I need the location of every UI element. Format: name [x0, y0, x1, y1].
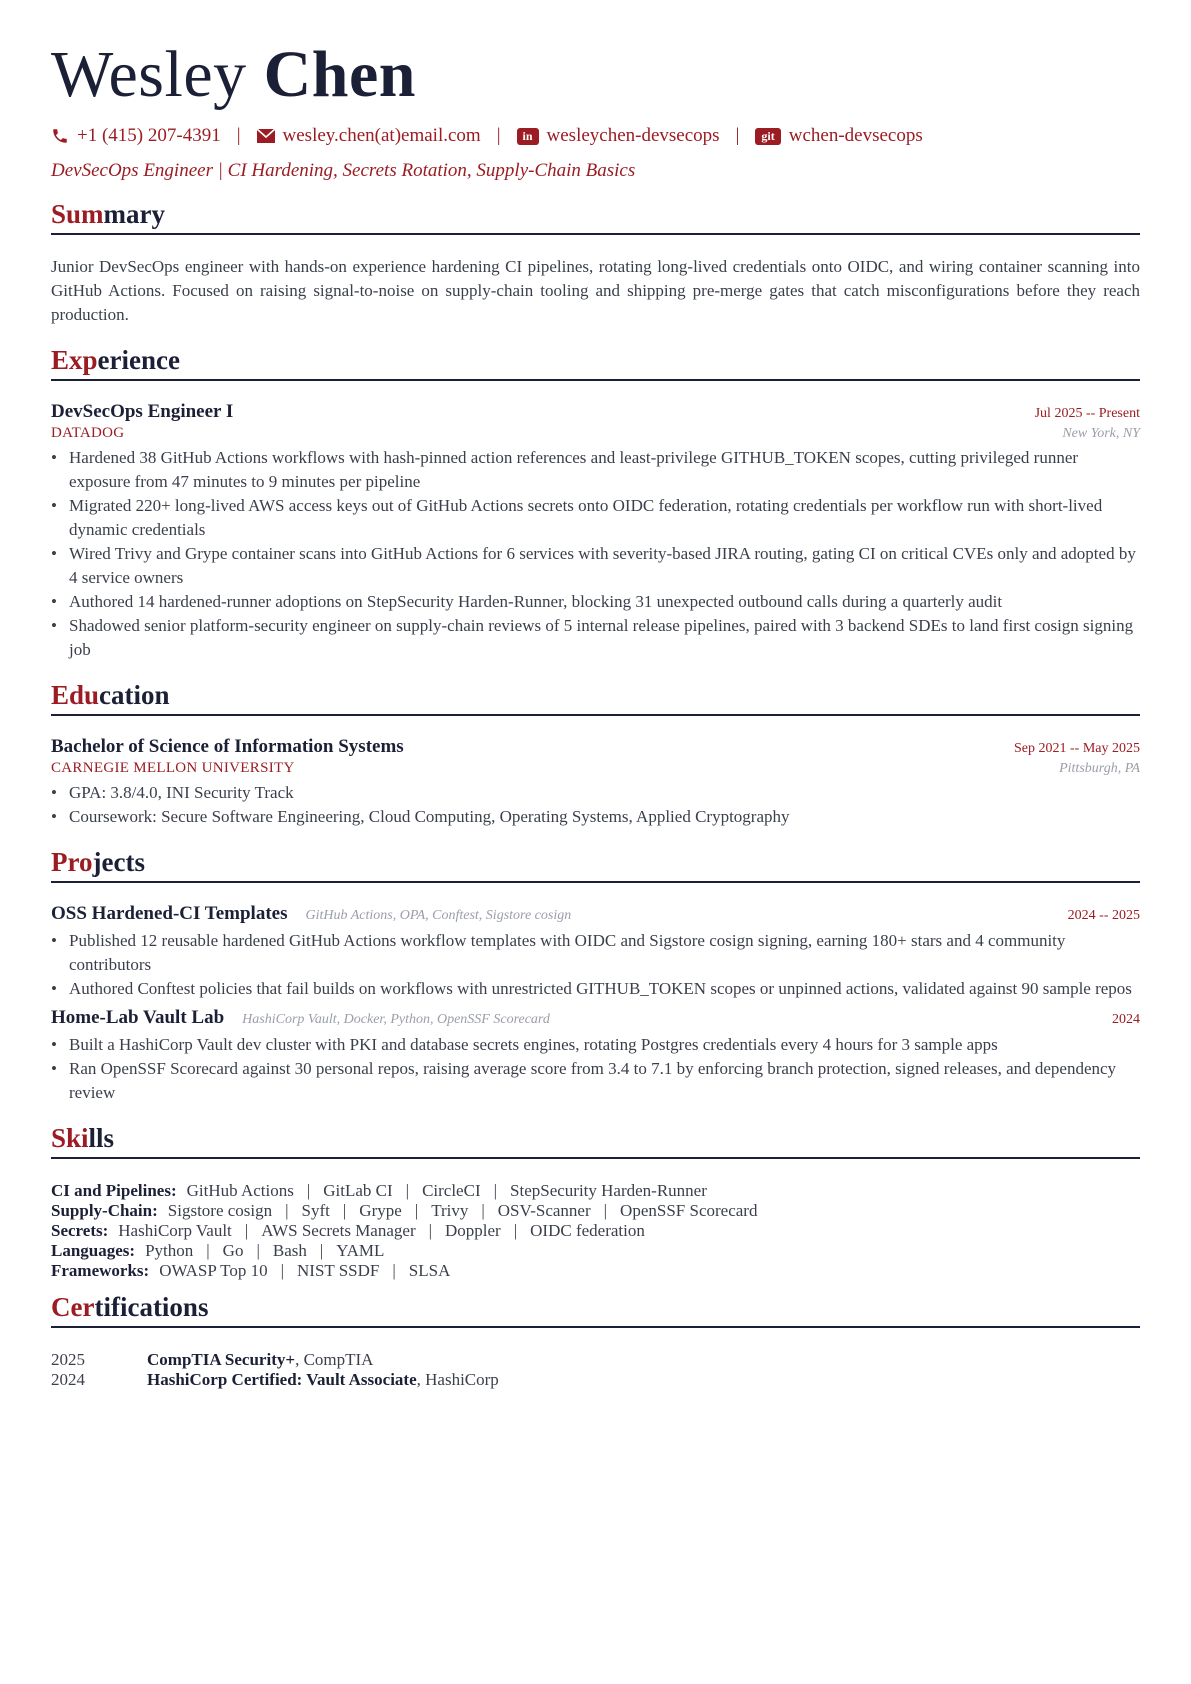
skill-row: [51, 1261, 1140, 1281]
list-item: • Coursework: Secure Software Engineering, Cloud Computing, Operating Systems, Applied Cryptography: [51, 805, 1140, 829]
list-item: • Hardened 38 GitHub Actions workflows with hash-pinned action references and least-privilege GITHUB_TOKEN scopes, cutting privileged runner exposure from 47 minutes to 9 minutes per pipeline: [51, 446, 1140, 494]
skills-list: [51, 1181, 1140, 1281]
cert-detail: [147, 1350, 373, 1370]
skill-row: [51, 1201, 1140, 1221]
project-date: 2024 -- 2025: [1067, 908, 1140, 923]
skill-item: HashiCorp Vault: [118, 1221, 232, 1240]
project-entry: [51, 903, 1140, 1001]
cert-year: 2024: [51, 1370, 85, 1389]
skill-separator: |: [206, 1241, 210, 1260]
skill-separator: |: [414, 1201, 419, 1220]
list-item: • Built a HashiCorp Vault dev cluster with PKI and database secrets engines, rotating Postgres credentials every 4 hours for 3 sample apps: [51, 1033, 1140, 1057]
skill-separator: |: [405, 1181, 410, 1200]
phone-icon: [51, 127, 69, 145]
skill-item: Syft: [301, 1201, 330, 1220]
skill-row: [51, 1181, 1140, 1201]
project-title: OSS Hardened-CI Templates GitHub Actions, OPA, Conftest, Sigstore cosign: [51, 903, 572, 924]
skill-separator: |: [513, 1221, 518, 1240]
list-item: • GPA: 3.8/4.0, INI Security Track: [51, 781, 1140, 805]
cert-row: [51, 1350, 1140, 1370]
skill-separator: |: [493, 1181, 498, 1200]
skill-item: OWASP Top 10: [159, 1261, 268, 1280]
list-item: • Ran OpenSSF Scorecard against 30 personal repos, raising average score from 3.4 to 7.1 by enforcing branch protection, signed releases, and dependency review: [51, 1057, 1140, 1105]
skill-item: GitLab CI: [323, 1181, 393, 1200]
first-name: Wesley: [51, 38, 247, 111]
contact-github[interactable]: [755, 125, 922, 147]
contact-separator: |: [735, 125, 740, 146]
skill-label: Supply-Chain:: [51, 1201, 158, 1220]
experience-bullets: [51, 446, 1140, 662]
school-name: CARNEGIE MELLON UNIVERSITY: [51, 760, 295, 776]
skill-item: OIDC federation: [530, 1221, 645, 1240]
list-item: • Migrated 220+ long-lived AWS access keys out of GitHub Actions secrets onto OIDC federation, rotating credentials per workflow run with short-lived dynamic credentials: [51, 494, 1140, 542]
skill-item: SLSA: [408, 1261, 451, 1280]
education-date: Sep 2021 -- May 2025: [1014, 741, 1140, 756]
skill-item: StepSecurity Harden-Runner: [510, 1181, 707, 1200]
skill-separator: |: [244, 1221, 249, 1240]
skill-item: GitHub Actions: [186, 1181, 294, 1200]
skill-row: [51, 1241, 1140, 1261]
project-entry: [51, 1007, 1140, 1105]
skill-separator: |: [280, 1261, 284, 1280]
skill-item: Bash: [272, 1241, 307, 1260]
section-rule: [51, 379, 1140, 381]
skill-item: YAML: [336, 1241, 385, 1260]
contact-linkedin[interactable]: [517, 125, 720, 147]
certifications-list: [51, 1350, 1140, 1390]
envelope-icon: [257, 129, 275, 143]
contact-separator: |: [496, 125, 501, 146]
skill-separator: |: [285, 1201, 289, 1220]
skill-separator: |: [392, 1261, 396, 1280]
cert-row: [51, 1370, 1140, 1390]
candidate-name: [51, 38, 1140, 112]
job-title: DevSecOps Engineer I: [51, 401, 234, 422]
skill-item: NIST SSDF: [297, 1261, 380, 1280]
section-rule: [51, 233, 1140, 235]
skill-separator: |: [481, 1201, 485, 1220]
email-text: wesley.chen(at)email.com: [282, 125, 481, 146]
git-icon: git: [755, 128, 780, 145]
experience-entry: [51, 401, 1140, 662]
list-item: • Published 12 reusable hardened GitHub Actions workflow templates with OIDC and Sigstore cosign signing, earning 180+ stars and 4 community contributors: [51, 929, 1140, 977]
cert-detail: [147, 1370, 499, 1390]
experience-section: [51, 344, 1140, 662]
skill-row: [51, 1221, 1140, 1241]
cert-issuer: , CompTIA: [295, 1350, 374, 1369]
education-section: [51, 679, 1140, 829]
contact-bar: [51, 124, 1140, 148]
contact-phone[interactable]: [51, 125, 221, 147]
skills-section: [51, 1122, 1140, 1281]
certifications-section: [51, 1291, 1140, 1390]
cert-year: 2025: [51, 1350, 85, 1369]
skill-separator: |: [256, 1241, 260, 1260]
project-title: Home-Lab Vault Lab HashiCorp Vault, Docker, Python, OpenSSF Scorecard: [51, 1007, 550, 1028]
section-title-summary: Summary: [51, 199, 166, 229]
skill-label: Frameworks:: [51, 1261, 150, 1280]
school-location: Pittsburgh, PA: [1059, 761, 1140, 776]
skill-label: CI and Pipelines:: [51, 1181, 177, 1200]
section-rule: [51, 714, 1140, 716]
skill-item: Go: [222, 1241, 244, 1260]
project-tech: HashiCorp Vault, Docker, Python, OpenSSF Scorecard: [242, 1012, 550, 1027]
section-title-skills: Skills: [51, 1123, 115, 1153]
education-entry: [51, 736, 1140, 829]
list-item: • Shadowed senior platform-security engineer on supply-chain reviews of 5 internal release pipelines, paired with 3 backend SDEs to land first cosign signing job: [51, 614, 1140, 662]
summary-section: [51, 198, 1140, 327]
section-rule: [51, 881, 1140, 883]
project-date: 2024: [1112, 1012, 1140, 1027]
project-bullets: [51, 1033, 1140, 1105]
section-title-education: Education: [51, 680, 170, 710]
skill-separator: |: [319, 1241, 324, 1260]
skill-item: OSV-Scanner: [497, 1201, 591, 1220]
skill-separator: |: [306, 1181, 311, 1200]
section-title-projects: Projects: [51, 847, 145, 877]
tagline: DevSecOps Engineer | CI Hardening, Secrets Rotation, Supply-Chain Basics: [51, 160, 636, 181]
skill-label: Languages:: [51, 1241, 136, 1260]
skill-item: Trivy: [431, 1201, 469, 1220]
skill-item: AWS Secrets Manager: [261, 1221, 416, 1240]
job-location: New York, NY: [1062, 426, 1140, 441]
skill-item: Doppler: [445, 1221, 501, 1240]
last-name: Chen: [263, 38, 416, 111]
section-title-certifications: Certifications: [51, 1292, 209, 1322]
skill-item: Python: [145, 1241, 194, 1260]
section-title-experience: Experience: [51, 345, 180, 375]
skill-separator: |: [428, 1221, 433, 1240]
summary-text: Junior DevSecOps engineer with hands-on experience hardening CI pipelines, rotating long-lived credentials onto OIDC, and wiring container scanning into GitHub Actions. Focused on raising signal-to-noise on supply-chain tooling and shipping pre-merge gates that catch misconfigurations before they reach production.: [51, 257, 1140, 324]
section-rule: [51, 1326, 1140, 1328]
skill-separator: |: [603, 1201, 608, 1220]
education-bullets: [51, 781, 1140, 829]
list-item: • Authored Conftest policies that fail builds on workflows with unrestricted GITHUB_TOKEN scopes or unpinned actions, validated against 90 sample repos: [51, 977, 1140, 1001]
cert-name: HashiCorp Certified: Vault Associate: [147, 1370, 417, 1389]
skill-separator: |: [342, 1201, 347, 1220]
skill-item: Sigstore cosign: [167, 1201, 273, 1220]
linkedin-text: wesleychen-devsecops: [546, 125, 720, 146]
phone-text: +1 (415) 207-4391: [77, 125, 221, 146]
project-tech: GitHub Actions, OPA, Conftest, Sigstore cosign: [305, 908, 572, 923]
skill-label: Secrets:: [51, 1221, 109, 1240]
cert-issuer: , HashiCorp: [416, 1370, 499, 1389]
project-bullets: [51, 929, 1140, 1001]
contact-email[interactable]: [257, 125, 481, 147]
cert-name: CompTIA Security+: [147, 1350, 296, 1369]
degree-title: Bachelor of Science of Information Systems: [51, 736, 404, 757]
list-item: • Wired Trivy and Grype container scans into GitHub Actions for 6 services with severity-based JIRA routing, gating CI on critical CVEs only and adopted by 4 service owners: [51, 542, 1140, 590]
skill-item: Grype: [359, 1201, 402, 1220]
job-date: Jul 2025 -- Present: [1034, 406, 1140, 421]
skill-item: OpenSSF Scorecard: [620, 1201, 758, 1220]
github-text: wchen-devsecops: [788, 125, 923, 146]
linkedin-icon: in: [517, 128, 539, 145]
list-item: • Authored 14 hardened-runner adoptions on StepSecurity Harden-Runner, blocking 31 unexpected outbound calls during a quarterly audit: [51, 590, 1140, 614]
section-rule: [51, 1157, 1140, 1159]
skill-item: CircleCI: [422, 1181, 481, 1200]
contact-separator: |: [236, 125, 241, 146]
projects-section: [51, 846, 1140, 1105]
company-name: DATADOG: [51, 425, 125, 441]
